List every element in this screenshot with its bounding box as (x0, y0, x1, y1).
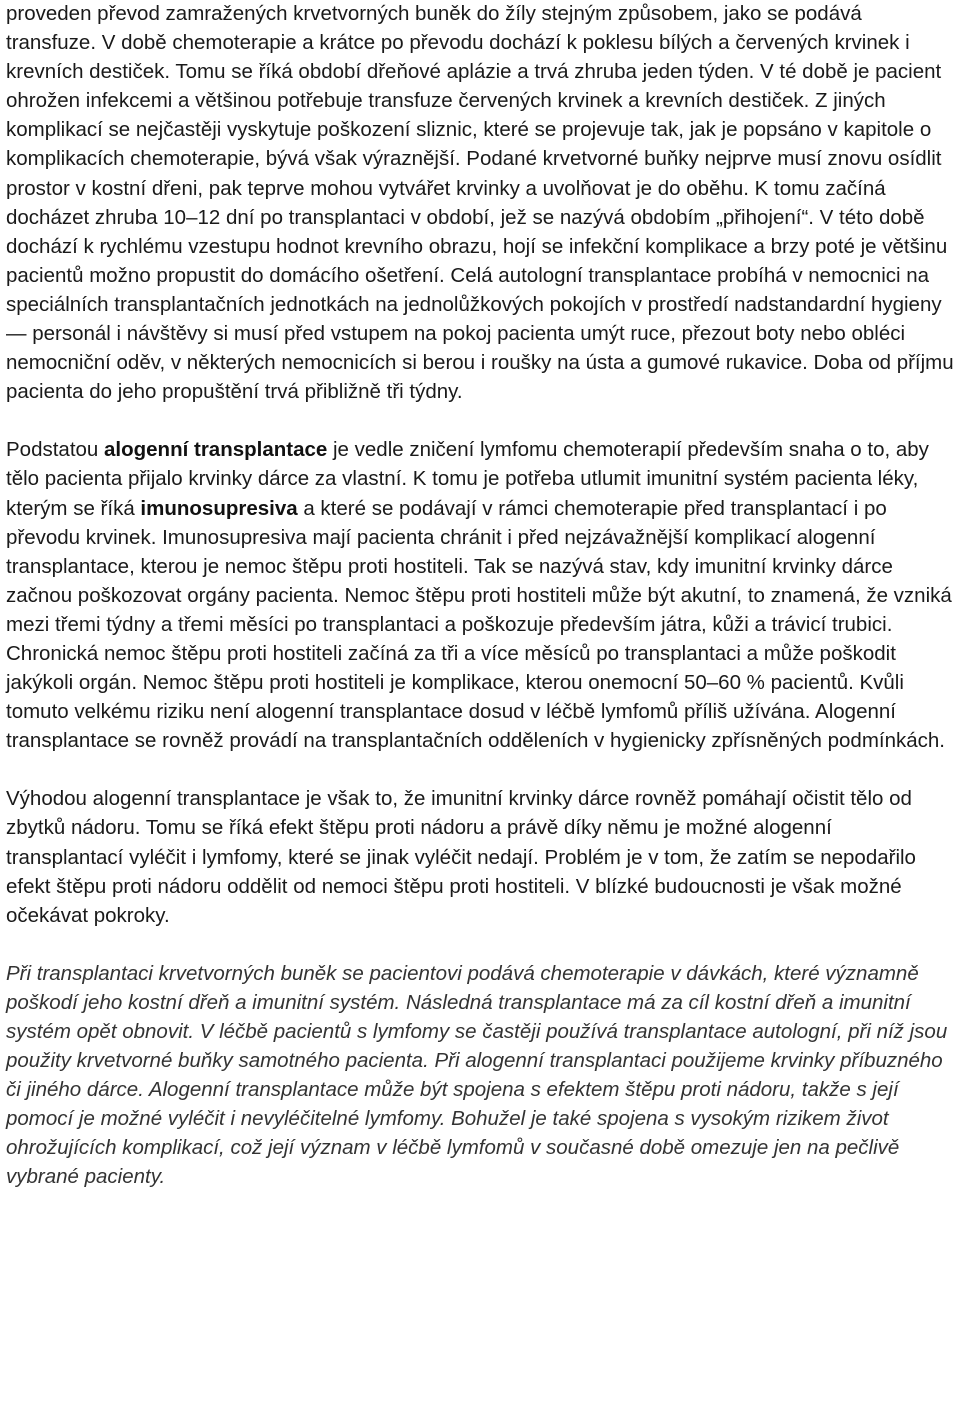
paragraph-autologous-procedure: proveden převod zamražených krvetvorných buněk do žíly stejným způsobem, jako se podává transfuze. V době chemoterapie a krátce po převodu dochází k poklesu bílých a červených krvinek i krevních destiček. Tomu se říká období dřeňové aplázie a trvá zhruba jeden týden. V té době je pacient ohrožen infekcemi a většinou potřebuje transfuze červených krvinek a krevních destiček. Z jiných komplikací se nejčastěji vyskytuje poškození sliznic, které se projevuje tak, jak je popsáno v kapitole o komplikacích chemoterapie, bývá však výraznější. Podané krvetvorné buňky nejprve musí znovu osídlit prostor v kostní dřeni, pak teprve mohou vytvářet krvinky a uvolňovat je do oběhu. K tomu začíná docházet zhruba 10–12 dní po transplantaci v období, jež se nazývá obdobím „přihojení“. V této době dochází k rychlému vzestupu hodnot krevního obrazu, hojí se infekční komplikace a brzy poté je většinu pacientů možno propustit do domácího ošetření. Celá autologní transplantace probíhá v nemocnici na speciálních transplantačních jednotkách na jednolůžkových pokojích v prostředí nadstandardní hygieny — personál i návštěvy si musí před vstupem na pokoj pacienta umýt ruce, přezout boty nebo obléci nemocniční oděv, v některých nemocnicích si berou i roušky na ústa a gumové rukavice. Doba od příjmu pacienta do jeho propuštění trvá přibližně tři týdny. (6, 2, 954, 404)
paragraph-graft-vs-tumor: Výhodou alogenní transplantace je však to, že imunitní krvinky dárce rovněž pomáhají očistit tělo od zbytků nádoru. Tomu se říká efekt štěpu proti nádoru a právě díky němu je možné alogenní transplantací vyléčit i lymfomy, které se jinak vyléčit nedají. Problém je v tom, že zatím se nepodařilo efekt štěpu proti nádoru oddělit od nemoci štěpu proti hostiteli. V blízké budoucnosti je však možné očekávat pokroky. (6, 787, 916, 927)
term-immunosuppressants: imunosupresiva (140, 496, 298, 520)
paragraph-text: je vedle zničení lymfomu chemoterapií především snaha o to, aby tělo pacienta přijalo krvinky dárce za vlastní. K tomu je potřeba utlumit imunitní systém pacienta léky, kterým se říká (6, 438, 929, 520)
paragraph-text: Podstatou (6, 438, 105, 462)
paragraph-allogeneic-transplant (6, 435, 954, 755)
term-allogeneic-transplant: alogenní transplantace (104, 438, 328, 462)
paragraph-text: a které se podávají v rámci chemoterapie před transplantací i po převodu krvinek. Imunosupresiva mají pacienta chránit i před nejzávažnější komplikací alogenní transplantace, kterou je nemoc štěpu proti hostiteli. Tak se nazývá stav, kdy imunitní krvinky dárce začnou poškozovat orgány pacienta. Nemoc štěpu proti hostiteli může být akutní, to znamená, že vzniká mezi třemi týdny a třemi měsíci po transplantaci a poškozuje především játra, kůži a trávicí trubici. Chronická nemoc štěpu proti hostiteli začíná za tři a více měsíců po transplantaci a může poškodit jakýkoli orgán. Nemoc štěpu proti hostiteli je komplikace, kterou onemocní 50–60 % pacientů. Kvůli tomuto velkému riziku není alogenní transplantace dosud v léčbě lymfomů příliš užívána. Alogenní transplantace se rovněž provádí na transplantačních odděleních v hygienicky zpřísněných podmínkách. (6, 496, 952, 753)
document-page (6, 0, 954, 1192)
summary-paragraph: Při transplantaci krvetvorných buněk se pacientovi podává chemoterapie v dávkách, které významně poškodí jeho kostní dřeň a imunitní systém. Následná transplantace má za cíl kostní dřeň a imunitní systém opět obnovit. V léčbě pacientů s lymfomy se častěji používá transplantace autologní, při níž jsou použity krvetvorné buňky samotného pacienta. Při alogenní transplantaci použijeme krvinky příbuzného či jiného dárce. Alogenní transplantace může být spojena s efektem štěpu proti nádoru, takže s její pomocí je možné vyléčit i nevyléčitelné lymfomy. Bohužel je také spojena s vysokým rizikem život ohrožujících komplikací, což její význam v léčbě lymfomů v současné době omezuje jen na pečlivě vybrané pacienty. (6, 961, 948, 1189)
